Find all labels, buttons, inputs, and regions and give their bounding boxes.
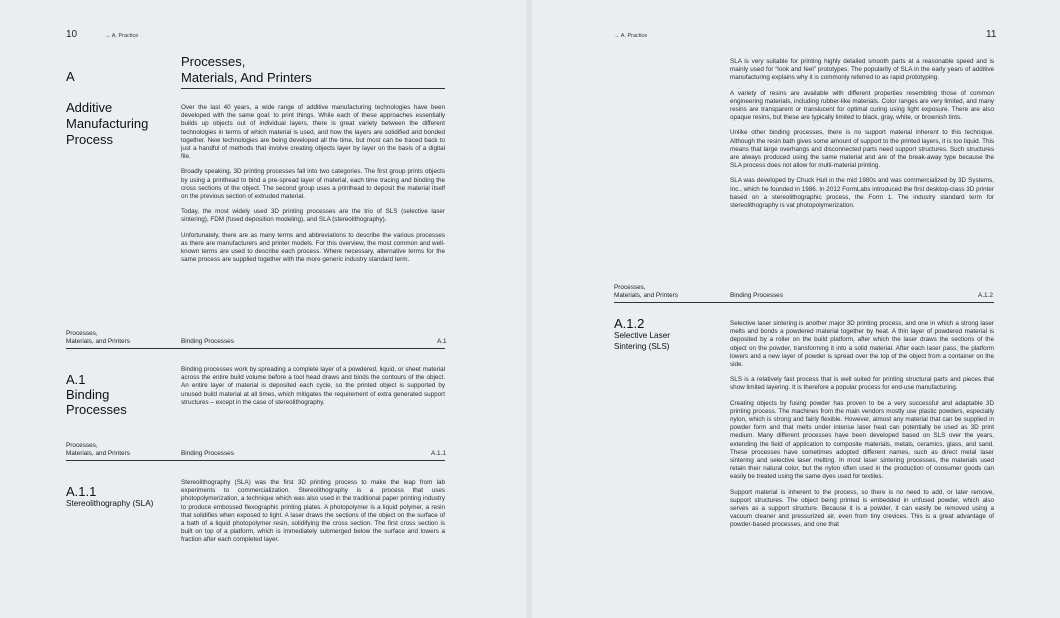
paragraph: Creating objects by fusing powder has proven to be a very successful and adaptable 3D printing process. The machines from the main vendors mostly use plastic powders, especially nylon, which is strong and fairly flexible. However, almost any material that can be supplied in powder form and that melts under intense laser heat can potentially be used as 3D print medium. Many different processes have been developed based on SLS over the years, extending the field of application to composite materials, metals, ceramics, glass, and sand. These processes have sometimes adopted different names, such as direct metal laser sintering and selective laser melting. In most laser sintering processes, the materials used retain their natural color, but the nylon often used in the production of consumer goods can easily be treated using the same dyes used for textiles. xyxy=(730,399,994,481)
breadcrumb-left: → A. Practice xyxy=(105,33,139,39)
section-bar-rule xyxy=(66,348,445,349)
a12-number: A.1.2 xyxy=(614,316,645,331)
a1-title-line: Processes xyxy=(66,402,127,417)
a1-number: A.1 xyxy=(66,372,86,387)
paragraph: A variety of resins are available with different properties resembling those of common engineering materials, including rubber-like materials. Color ranges are very limited, and many resins are transparent or translucent for optimal curing using light exposure. There are also opaque resins, but these are typically limited to black, gray, white, or brownish tints. xyxy=(730,89,994,122)
section-bar-rule xyxy=(614,302,994,303)
additive-title xyxy=(66,100,148,148)
page-number-right: 11 xyxy=(986,29,997,40)
paragraph: Broadly speaking, 3D printing processes fall into two categories. The first group prints objects by using a printhead to bind a pre-spread layer of material, each time tracing and binding the cross sections of the object. The second group uses a printhead to deposit the material itself on the previous section of extruded material. xyxy=(181,168,445,201)
right-page xyxy=(532,0,1060,618)
a11-number: A.1.1 xyxy=(66,484,97,499)
section-bar-middle-label: Binding Processes xyxy=(181,338,234,345)
paragraph: Stereolithography (SLA) was the first 3D printing process to make the leap from lab experiments to commercialization. Stereolithography is a process that uses photopolymerization, a technique which was also used in the traditional paper printing industry to produce embossed flexographic printing plates. A photopolymer is a liquid polymer, a resin that solidifies when exposed to light. A laser draws the sections of the object on the surface of a bath of a liquid photopolymer resin, solidifying the cross section. The first cross section is built on top of a platform, which is immediately submerged below the surface and lowers a fraction after each completed layer. xyxy=(181,479,445,544)
paragraph: Unfortunately, there are as many terms and abbreviations to describe the various processes as there are manufacturers and printer models. For this overview, the most common and well-known terms are used to describe each process. Where necessary, alternative terms for the same process are supplied together with the more generic industry standard term. xyxy=(181,231,445,264)
paragraph: Over the last 40 years, a wide range of additive manufacturing technologies have been developed with the same goal: to print things. While each of these approaches essentially builds up objects out of individual layers, there is great variety between the different technologies in terms of which material is used, and how the layers are solidified and bonded together. New technologies are being developed all the time, but most can be traced back to just a handful of methods that involve creating objects layer by layer on the basis of a digital file. xyxy=(181,104,445,161)
additive-title-line: Manufacturing xyxy=(66,116,149,131)
section-bar-rule xyxy=(66,460,445,461)
chapter-title-line: Materials, And Printers xyxy=(181,70,312,85)
a12-body xyxy=(730,320,994,537)
a12-title-line: Selective Laser xyxy=(614,331,670,340)
section-bar-left-label xyxy=(66,330,130,346)
paragraph: Binding processes work by spreading a complete layer of a powdered, liquid, or sheet material across the entire build volume before a tool head draws and binds the contours of the object. An entire layer of material is deposited each cycle, so the printed object is supported by unused build material at all times, which mitigates the requirement of extra generated support structures – except in the case of stereolithography. xyxy=(181,366,445,406)
bar-label-line: Processes, xyxy=(614,284,646,291)
section-bar-left-label xyxy=(614,284,678,300)
breadcrumb-right: → A. Practice xyxy=(614,33,648,39)
paragraph: Today, the most widely used 3D printing processes are the trio of SLS (selective laser sintering), FDM (fused deposition modeling), and SLA (stereolithography). xyxy=(181,208,445,224)
a11-body xyxy=(181,479,445,552)
a1-body xyxy=(181,366,445,414)
section-bar-number: A.1.2 xyxy=(978,292,993,299)
page-number-left: 10 xyxy=(66,29,78,40)
left-page xyxy=(0,0,528,618)
bar-label-line: Processes, xyxy=(66,442,98,449)
a12-title-line: Sintering (SLS) xyxy=(614,341,670,351)
chapter-rule xyxy=(181,88,445,89)
bar-label-line: Materials, and Printers xyxy=(614,292,678,299)
additive-title-line: Process xyxy=(66,132,113,147)
bar-label-line: Materials, and Printers xyxy=(66,450,130,457)
chapter-letter: A xyxy=(66,69,75,84)
additive-title-line: Additive xyxy=(66,100,113,115)
paragraph: Unlike other binding processes, there is no support material inherent to this technique. Although the resin bath gives some amount of support to the printed layers, it is too liquid. This means that large overhangs and disconnected parts need support structures. Such structures are always produced using the same material and are of the break-away type because the SLA process does not allow for multi-material printing. xyxy=(730,129,994,170)
chapter-title xyxy=(181,54,312,86)
bar-label-line: Processes, xyxy=(66,330,98,337)
paragraph: SLA was developed by Chuck Hull in the mid 1980s and was commercialized by 3D Systems, Inc., which he founded in 1986. In 2012 FormLabs introduced the first desktop-class 3D printer based on a stereolithographic process, the Form 1. The industry standard term for stereolithography is vat photopolymerization. xyxy=(730,177,994,210)
paragraph: SLS is a relatively fast process that is well suited for printing structural parts and pieces that show limited layering. It is therefore a popular process for end-use manufacturing. xyxy=(730,376,994,392)
a11-title: Stereolithography (SLA) xyxy=(66,499,154,508)
paragraph: SLA is very suitable for printing highly detailed smooth parts at a reasonable speed and is mainly used for “look and feel” prototypes. The popularity of SLA in the early years of additive manufacturing explains why it is commonly referred to as rapid prototyping. xyxy=(730,58,994,82)
chapter-title-line: Processes, xyxy=(181,54,246,69)
section-bar-middle-label: Binding Processes xyxy=(730,292,783,299)
a1-heading xyxy=(66,372,127,417)
additive-body xyxy=(181,104,445,271)
section-bar-number: A.1 xyxy=(437,338,447,345)
a1-title-line: Binding xyxy=(66,387,110,402)
sla-continued-body xyxy=(730,58,994,217)
section-bar-left-label xyxy=(66,442,130,458)
paragraph: Selective laser sintering is another major 3D printing process, and one in which a strong laser melts and bonds a powdered material together by heat. A thin layer of powdered material is deposited by a roller on the build platform, after which the laser draws the sections of the object on the powder, transforming it into a solid material. After each laser pass, the platform lowers and a new layer of powder is spread over the top of the object from a container on the side. xyxy=(730,320,994,369)
a12-heading xyxy=(614,316,670,352)
a11-heading xyxy=(66,484,153,510)
paragraph: Support material is inherent to the process, so there is no need to add, or later remove, support structures. The object being printed is embedded in unfused powder, which also serves as a support structure. Because it is a powder, it can easily be removed using a vacuum cleaner and pressurized air, even from tiny crevices. This is a great advantage of powder-based processes, and one that xyxy=(730,488,994,529)
section-bar-number: A.1.1 xyxy=(431,450,446,457)
section-bar-middle-label: Binding Processes xyxy=(181,450,234,457)
bar-label-line: Materials, and Printers xyxy=(66,338,130,345)
